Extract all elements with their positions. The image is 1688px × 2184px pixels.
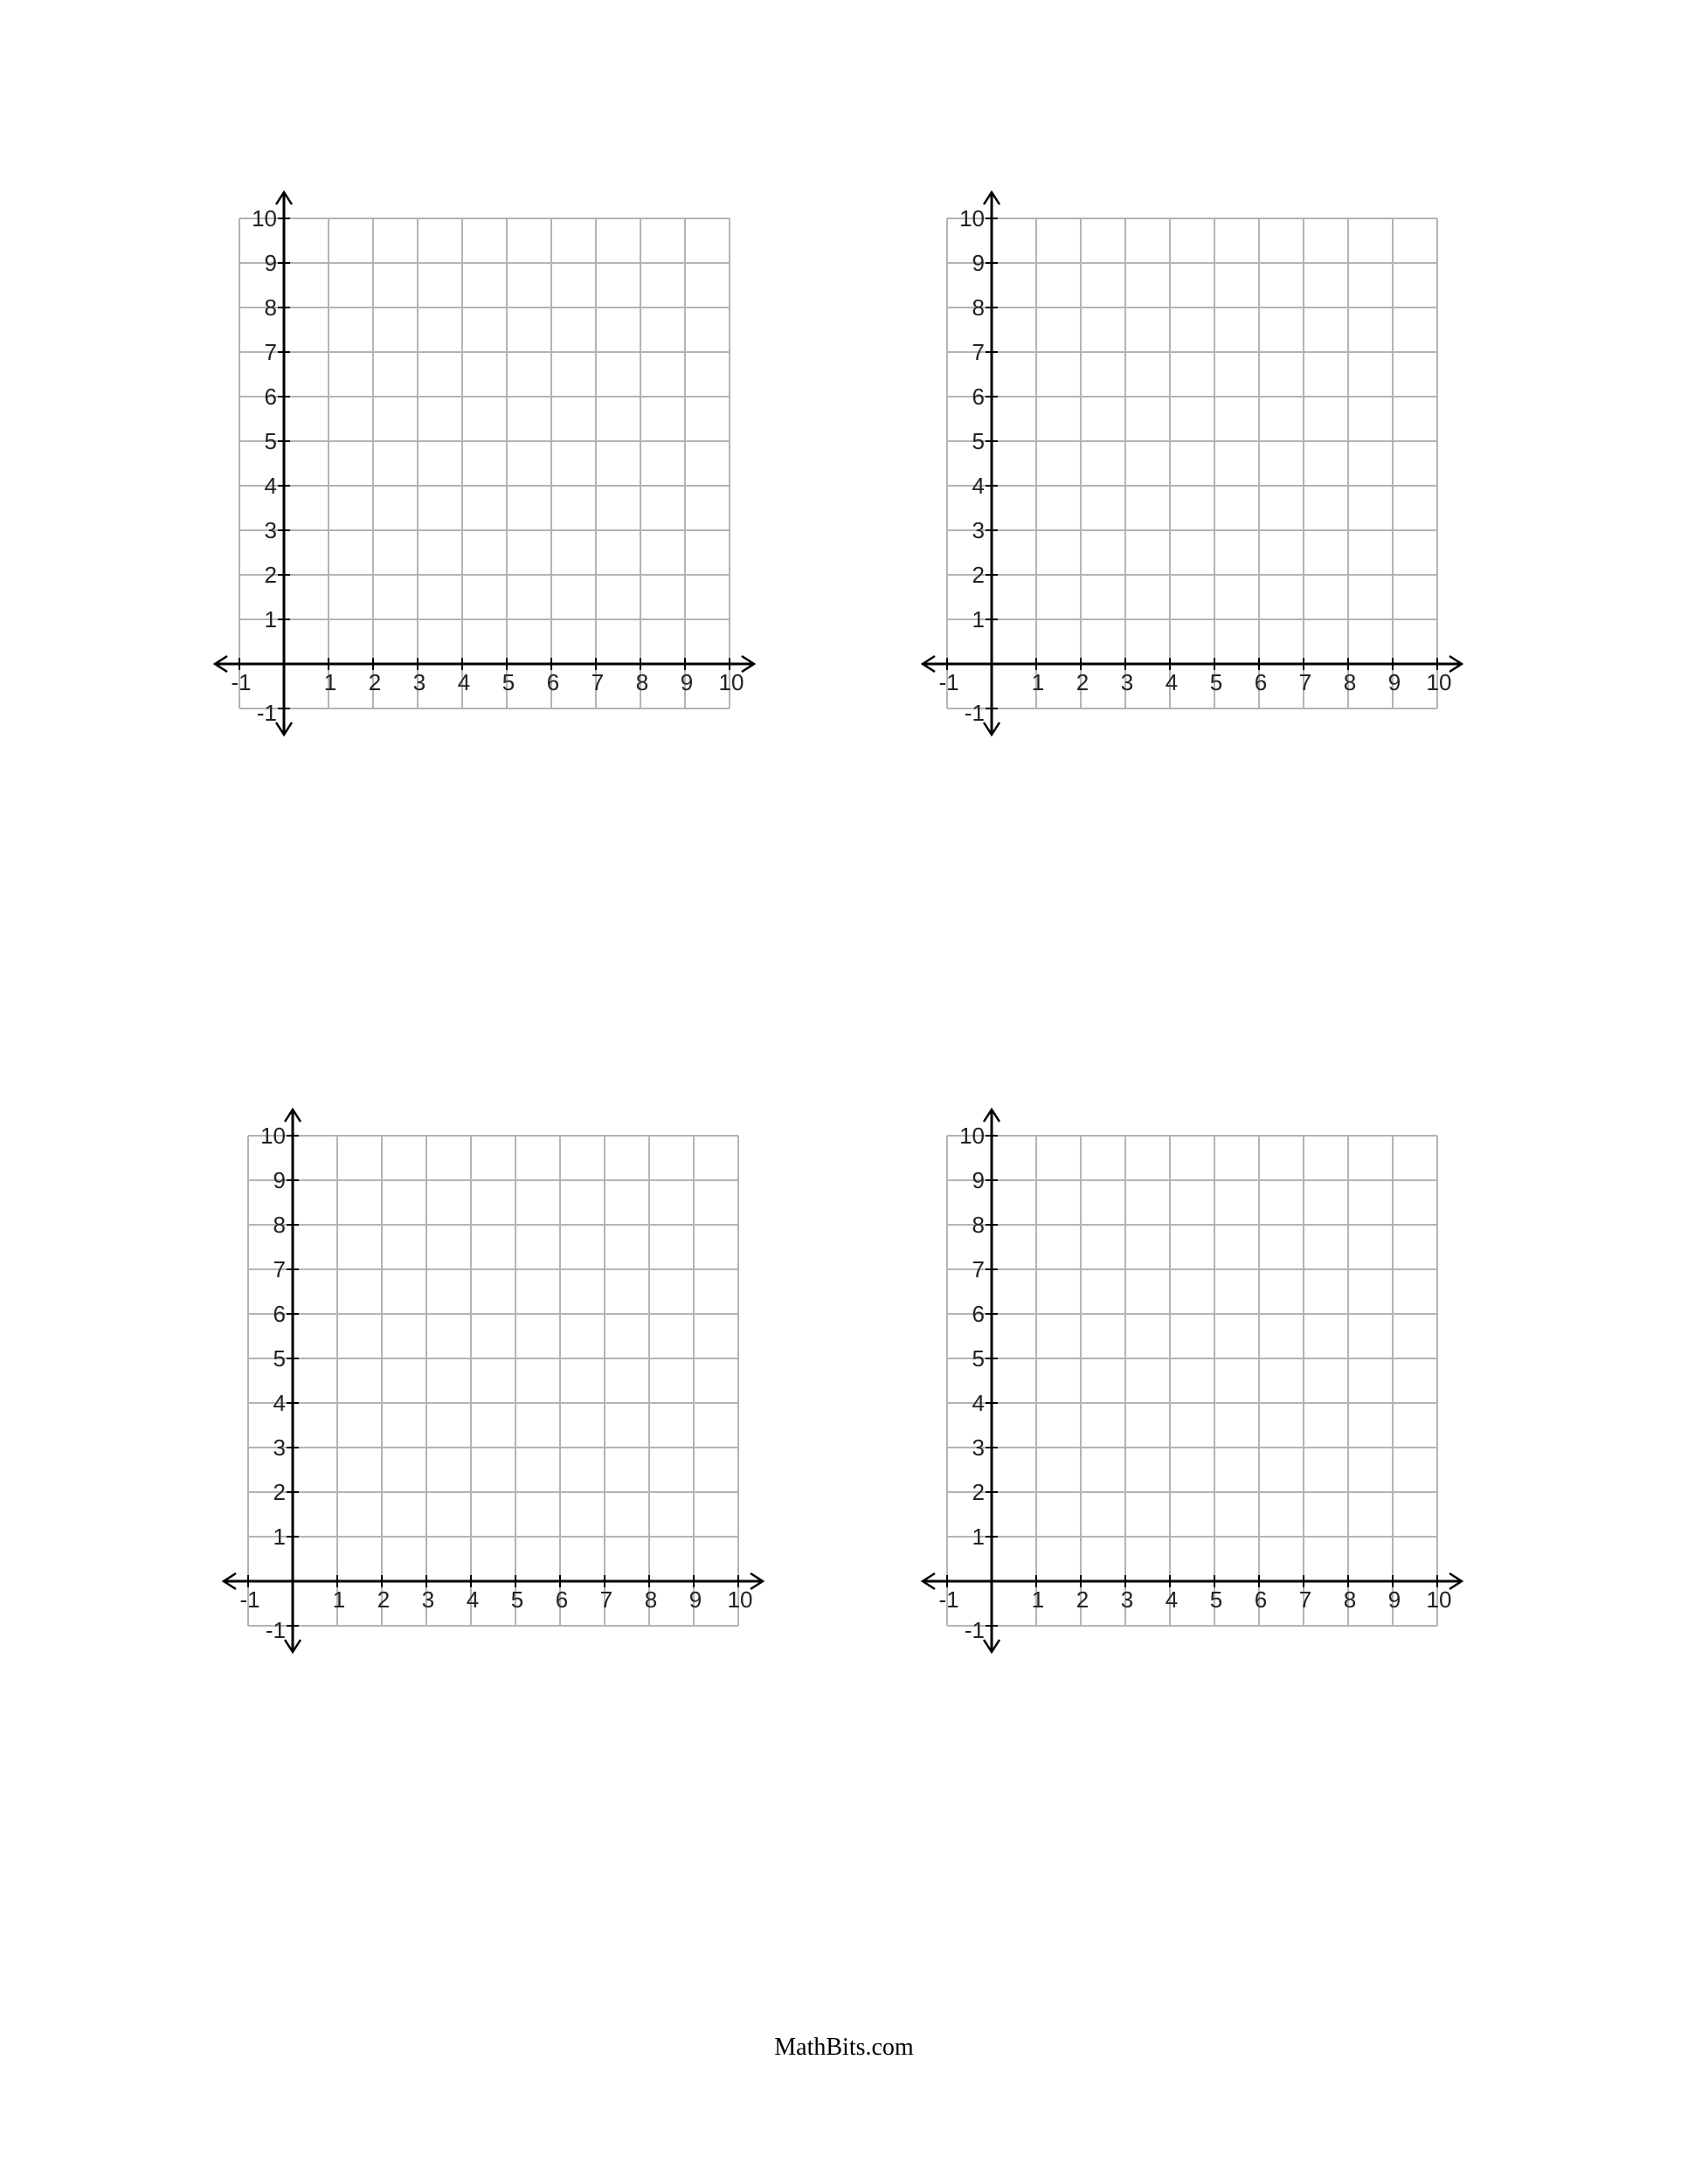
x-tick-label: 6 — [546, 669, 560, 695]
y-tick-label: 1 — [264, 606, 277, 632]
y-tick-label: 8 — [972, 294, 985, 321]
y-tick-label: 3 — [972, 517, 985, 543]
x-tick-label: 7 — [599, 1586, 613, 1613]
y-tick-label: 4 — [972, 1390, 985, 1416]
x-tick-label: 7 — [1298, 669, 1312, 695]
y-tick-label: 2 — [972, 1479, 985, 1505]
y-tick-label: 8 — [972, 1212, 985, 1238]
x-tick-label: 10 — [727, 1586, 753, 1613]
y-tick-label: -1 — [256, 700, 277, 726]
y-tick-label: 10 — [959, 205, 985, 232]
y-tick-label: 3 — [972, 1434, 985, 1461]
y-tick-label: 10 — [260, 1123, 286, 1149]
x-tick-label: 5 — [1209, 1586, 1223, 1613]
y-tick-label: 8 — [264, 294, 277, 321]
y-tick-label: 7 — [972, 339, 985, 365]
x-tick-label: 3 — [1120, 1586, 1134, 1613]
y-tick-label: 5 — [972, 1345, 985, 1372]
y-tick-label: 2 — [273, 1479, 286, 1505]
coordinate-grid-top-right — [904, 179, 1498, 773]
y-tick-label: 4 — [264, 473, 277, 499]
x-tick-label: 9 — [1387, 669, 1401, 695]
y-tick-label: 3 — [273, 1434, 286, 1461]
x-tick-label: 5 — [502, 669, 515, 695]
x-tick-label: 7 — [591, 669, 605, 695]
x-tick-label: 1 — [1031, 1586, 1045, 1613]
y-tick-label: -1 — [964, 1617, 985, 1643]
y-tick-label: 6 — [264, 384, 277, 410]
x-tick-label: 3 — [1120, 669, 1134, 695]
y-tick-label: 5 — [972, 428, 985, 454]
y-tick-label: -1 — [964, 700, 985, 726]
x-tick-label: -1 — [239, 1586, 260, 1613]
x-tick-label: 6 — [555, 1586, 569, 1613]
x-tick-label: 2 — [368, 669, 382, 695]
x-tick-label: 1 — [332, 1586, 346, 1613]
x-tick-label: -1 — [938, 669, 959, 695]
y-tick-label: 2 — [972, 562, 985, 588]
y-tick-label: 9 — [273, 1167, 286, 1193]
x-tick-label: 4 — [457, 669, 471, 695]
y-tick-label: 9 — [972, 1167, 985, 1193]
y-tick-label: 1 — [273, 1524, 286, 1550]
y-tick-label: 4 — [972, 473, 985, 499]
x-tick-label: 3 — [412, 669, 426, 695]
y-tick-label: 1 — [972, 606, 985, 632]
y-tick-label: 7 — [972, 1256, 985, 1282]
x-tick-label: 6 — [1254, 669, 1268, 695]
x-tick-label: 1 — [323, 669, 337, 695]
coordinate-grid-bottom-right — [904, 1096, 1498, 1690]
y-tick-label: 9 — [972, 250, 985, 276]
y-tick-label: 3 — [264, 517, 277, 543]
y-tick-label: -1 — [265, 1617, 286, 1643]
x-tick-label: 4 — [1165, 669, 1179, 695]
x-tick-label: 10 — [718, 669, 744, 695]
x-tick-label: 4 — [466, 1586, 480, 1613]
x-tick-label: 8 — [1343, 1586, 1357, 1613]
y-tick-label: 2 — [264, 562, 277, 588]
y-tick-label: 4 — [273, 1390, 286, 1416]
coordinate-grid-top-left — [197, 179, 791, 773]
x-tick-label: 9 — [680, 669, 694, 695]
x-tick-label: -1 — [231, 669, 252, 695]
x-tick-label: 7 — [1298, 1586, 1312, 1613]
y-tick-label: 5 — [264, 428, 277, 454]
y-tick-label: 9 — [264, 250, 277, 276]
x-tick-label: 6 — [1254, 1586, 1268, 1613]
y-tick-label: 10 — [959, 1123, 985, 1149]
y-tick-label: 7 — [273, 1256, 286, 1282]
x-tick-label: 8 — [1343, 669, 1357, 695]
x-tick-label: 10 — [1426, 669, 1452, 695]
y-tick-label: 5 — [273, 1345, 286, 1372]
x-tick-label: 5 — [1209, 669, 1223, 695]
y-tick-label: 10 — [252, 205, 277, 232]
x-tick-label: 1 — [1031, 669, 1045, 695]
x-tick-label: 4 — [1165, 1586, 1179, 1613]
y-tick-label: 1 — [972, 1524, 985, 1550]
x-tick-label: 2 — [377, 1586, 391, 1613]
x-tick-label: 3 — [421, 1586, 435, 1613]
x-tick-label: -1 — [938, 1586, 959, 1613]
y-tick-label: 6 — [273, 1301, 286, 1327]
x-tick-label: 9 — [688, 1586, 702, 1613]
x-tick-label: 2 — [1076, 669, 1090, 695]
x-tick-label: 10 — [1426, 1586, 1452, 1613]
y-tick-label: 6 — [972, 1301, 985, 1327]
x-tick-label: 2 — [1076, 1586, 1090, 1613]
footer-source: MathBits.com — [774, 2034, 914, 2061]
y-tick-label: 6 — [972, 384, 985, 410]
y-tick-label: 7 — [264, 339, 277, 365]
y-tick-label: 8 — [273, 1212, 286, 1238]
x-tick-label: 5 — [510, 1586, 524, 1613]
x-tick-label: 8 — [644, 1586, 658, 1613]
coordinate-grid-bottom-left — [205, 1096, 799, 1690]
x-tick-label: 8 — [635, 669, 649, 695]
x-tick-label: 9 — [1387, 1586, 1401, 1613]
